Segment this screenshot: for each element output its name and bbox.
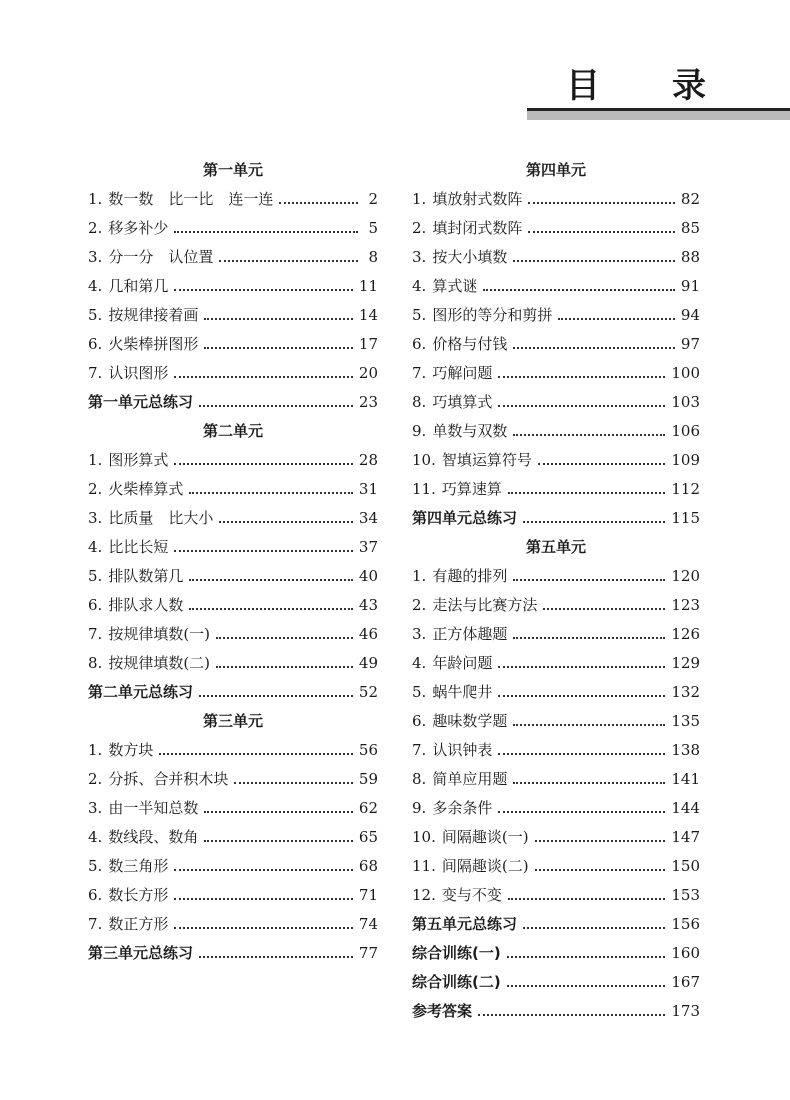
toc-summary-entry[interactable]	[88, 939, 378, 968]
entry-number: 4.	[88, 277, 103, 295]
entry-number: 3.	[88, 248, 103, 266]
toc-summary-entry[interactable]	[88, 388, 378, 417]
toc-entry[interactable]	[88, 562, 378, 591]
entry-label: 第四单元总练习	[412, 509, 518, 527]
toc-entry[interactable]	[88, 591, 378, 620]
dot-leader	[204, 840, 353, 842]
toc-entry[interactable]	[412, 649, 700, 678]
dot-leader	[513, 434, 665, 436]
dot-leader	[174, 898, 353, 900]
toc-summary-entry[interactable]	[412, 997, 700, 1026]
entry-number: 4.	[412, 654, 427, 672]
entry-label: 蜗牛爬井	[432, 683, 493, 701]
dot-leader	[513, 347, 675, 349]
entry-number: 12.	[412, 886, 436, 904]
dot-leader	[478, 1014, 665, 1016]
entry-label: 排队求人数	[108, 596, 184, 614]
entry-number: 2.	[412, 596, 427, 614]
entry-label: 比质量 比大小	[108, 509, 214, 527]
toc-entry[interactable]	[88, 330, 378, 359]
dot-leader	[199, 695, 353, 697]
toc-entry[interactable]	[412, 417, 700, 446]
entry-page-number: 71	[358, 886, 378, 904]
dot-leader	[523, 927, 665, 929]
toc-entry[interactable]	[88, 359, 378, 388]
dot-leader	[507, 956, 666, 958]
toc-entry[interactable]	[88, 533, 378, 562]
entry-page-number: 40	[358, 567, 378, 585]
dot-leader	[523, 521, 665, 523]
entry-number: 6.	[88, 335, 103, 353]
unit-heading: 第二单元	[202, 422, 263, 440]
entry-page-number: 129	[671, 654, 700, 672]
entry-label: 趣味数学题	[432, 712, 508, 730]
toc-entry[interactable]	[412, 330, 700, 359]
entry-label: 数一数 比一比 连一连	[108, 190, 274, 208]
dot-leader	[498, 405, 665, 407]
toc-entry[interactable]	[412, 562, 700, 591]
entry-label: 数正方形	[108, 915, 169, 933]
entry-number: 8.	[412, 770, 427, 788]
entry-label: 综合训练(二)	[412, 973, 501, 991]
entry-page-number: 123	[671, 596, 700, 614]
entry-label: 巧算速算	[441, 480, 502, 498]
entry-page-number: 150	[671, 857, 700, 875]
entry-label: 排队数第几	[108, 567, 184, 585]
entry-label: 参考答案	[412, 1002, 473, 1020]
entry-number: 6.	[88, 886, 103, 904]
dot-leader	[174, 376, 353, 378]
entry-page-number: 141	[671, 770, 700, 788]
entry-page-number: 37	[358, 538, 378, 556]
entry-page-number: 100	[671, 364, 700, 382]
toc-entry[interactable]	[412, 359, 700, 388]
toc-entry[interactable]	[412, 620, 700, 649]
entry-number: 2.	[88, 480, 103, 498]
entry-page-number: 23	[358, 393, 378, 411]
entry-label: 年龄问题	[432, 654, 493, 672]
entry-label: 巧解问题	[432, 364, 493, 382]
dot-leader	[189, 608, 353, 610]
dot-leader	[528, 231, 675, 233]
dot-leader	[219, 260, 358, 262]
entry-label: 单数与双数	[432, 422, 508, 440]
toc-entry[interactable]	[88, 881, 378, 910]
entry-page-number: 144	[671, 799, 700, 817]
entry-number: 1.	[88, 451, 103, 469]
entry-page-number: 20	[358, 364, 378, 382]
toc-entry[interactable]	[412, 765, 700, 794]
entry-page-number: 132	[671, 683, 700, 701]
toc-entry[interactable]	[88, 272, 378, 301]
entry-page-number: 8	[368, 248, 378, 266]
entry-page-number: 82	[680, 190, 700, 208]
dot-leader	[507, 985, 666, 987]
entry-page-number: 160	[671, 944, 700, 962]
entry-number: 3.	[412, 248, 427, 266]
entry-page-number: 5	[368, 219, 378, 237]
entry-page-number: 138	[671, 741, 700, 759]
dot-leader	[483, 289, 675, 291]
entry-number: 4.	[412, 277, 427, 295]
entry-label: 火柴棒算式	[108, 480, 184, 498]
dot-leader	[174, 927, 353, 929]
dot-leader	[508, 898, 665, 900]
entry-number: 7.	[88, 625, 103, 643]
entry-label: 图形的等分和剪拼	[432, 306, 553, 324]
dot-leader	[535, 869, 666, 871]
entry-number: 9.	[412, 799, 427, 817]
entry-label: 间隔趣谈(二)	[441, 857, 529, 875]
entry-number: 10.	[412, 828, 436, 846]
entry-label: 综合训练(一)	[412, 944, 501, 962]
entry-label: 按规律接着画	[108, 306, 199, 324]
dot-leader	[498, 811, 665, 813]
entry-page-number: 34	[358, 509, 378, 527]
toc-entry[interactable]	[412, 185, 700, 214]
entry-page-number: 115	[671, 509, 700, 527]
toc-entry[interactable]	[412, 881, 700, 910]
entry-page-number: 77	[358, 944, 378, 962]
entry-page-number: 74	[358, 915, 378, 933]
toc-entry[interactable]	[88, 765, 378, 794]
toc-entry[interactable]	[412, 272, 700, 301]
entry-page-number: 2	[368, 190, 378, 208]
entry-page-number: 106	[671, 422, 700, 440]
toc-entry[interactable]	[412, 446, 700, 475]
title-char-2: 录	[672, 66, 706, 106]
entry-page-number: 56	[358, 741, 378, 759]
dot-leader	[543, 608, 665, 610]
entry-page-number: 52	[358, 683, 378, 701]
dot-leader	[535, 840, 666, 842]
entry-number: 1.	[412, 190, 427, 208]
entry-page-number: 14	[358, 306, 378, 324]
entry-label: 有趣的排列	[432, 567, 508, 585]
dot-leader	[199, 956, 353, 958]
entry-number: 1.	[88, 741, 103, 759]
dot-leader	[199, 405, 353, 407]
entry-label: 按大小填数	[432, 248, 508, 266]
entry-label: 比比长短	[108, 538, 169, 556]
dot-leader	[174, 231, 358, 233]
entry-page-number: 68	[358, 857, 378, 875]
toc-entry[interactable]	[412, 852, 700, 881]
entry-label: 移多补少	[108, 219, 169, 237]
dot-leader	[219, 521, 353, 523]
entry-number: 4.	[88, 538, 103, 556]
toc-entry[interactable]	[88, 301, 378, 330]
entry-page-number: 62	[358, 799, 378, 817]
entry-page-number: 153	[671, 886, 700, 904]
toc-summary-entry[interactable]	[88, 678, 378, 707]
entry-label: 数方块	[108, 741, 154, 759]
toc-entry[interactable]	[88, 910, 378, 939]
entry-page-number: 103	[671, 393, 700, 411]
toc-entry[interactable]	[88, 649, 378, 678]
dot-leader	[174, 289, 353, 291]
entry-number: 11.	[412, 480, 436, 498]
dot-leader	[159, 753, 353, 755]
entry-number: 6.	[88, 596, 103, 614]
entry-page-number: 173	[671, 1002, 700, 1020]
entry-number: 2.	[88, 770, 103, 788]
entry-number: 3.	[412, 625, 427, 643]
entry-page-number: 91	[680, 277, 700, 295]
entry-label: 数三角形	[108, 857, 169, 875]
dot-leader	[513, 579, 665, 581]
entry-page-number: 46	[358, 625, 378, 643]
toc-entry[interactable]	[412, 736, 700, 765]
entry-page-number: 112	[671, 480, 700, 498]
title-shadow-bar	[527, 111, 790, 120]
toc-entry[interactable]	[88, 736, 378, 765]
entry-page-number: 97	[680, 335, 700, 353]
entry-number: 5.	[88, 567, 103, 585]
toc-entry[interactable]	[412, 214, 700, 243]
toc-summary-entry[interactable]	[412, 968, 700, 997]
entry-number: 8.	[412, 393, 427, 411]
dot-leader	[189, 579, 353, 581]
toc-entry[interactable]	[88, 852, 378, 881]
entry-label: 认识钟表	[432, 741, 493, 759]
entry-label: 价格与付钱	[432, 335, 508, 353]
dot-leader	[204, 318, 353, 320]
dot-leader	[174, 550, 353, 552]
dot-leader	[204, 347, 353, 349]
entry-label: 按规律填数(一)	[108, 625, 211, 643]
entry-number: 4.	[88, 828, 103, 846]
title-char-1: 目	[566, 66, 600, 106]
dot-leader	[204, 811, 353, 813]
entry-number: 2.	[412, 219, 427, 237]
toc-summary-entry[interactable]	[412, 939, 700, 968]
dot-leader	[216, 666, 353, 668]
entry-page-number: 31	[358, 480, 378, 498]
dot-leader	[528, 202, 675, 204]
entry-page-number: 135	[671, 712, 700, 730]
toc-entry[interactable]	[88, 475, 378, 504]
entry-label: 第二单元总练习	[88, 683, 194, 701]
entry-label: 正方体趣题	[432, 625, 508, 643]
unit-heading: 第四单元	[525, 161, 586, 179]
unit-heading: 第一单元	[202, 161, 263, 179]
entry-label: 算式谜	[432, 277, 478, 295]
entry-label: 几和第几	[108, 277, 169, 295]
toc-entry[interactable]	[412, 823, 700, 852]
unit-heading: 第三单元	[202, 712, 263, 730]
entry-label: 分一分 认位置	[108, 248, 214, 266]
toc-entry[interactable]	[88, 214, 378, 243]
toc-entry[interactable]	[88, 185, 378, 214]
entry-label: 第三单元总练习	[88, 944, 194, 962]
toc-entry[interactable]	[412, 301, 700, 330]
dot-leader	[513, 782, 665, 784]
entry-number: 11.	[412, 857, 436, 875]
entry-label: 简单应用题	[432, 770, 508, 788]
entry-number: 5.	[412, 306, 427, 324]
entry-label: 智填运算符号	[441, 451, 532, 469]
entry-number: 7.	[88, 915, 103, 933]
dot-leader	[498, 753, 665, 755]
dot-leader	[189, 492, 353, 494]
entry-page-number: 120	[671, 567, 700, 585]
entry-label: 分拆、合并积木块	[108, 770, 229, 788]
dot-leader	[216, 637, 353, 639]
dot-leader	[174, 463, 353, 465]
entry-page-number: 43	[358, 596, 378, 614]
toc-entry[interactable]	[88, 794, 378, 823]
entry-page-number: 94	[680, 306, 700, 324]
entry-number: 5.	[412, 683, 427, 701]
entry-page-number: 126	[671, 625, 700, 643]
toc-entry[interactable]	[412, 388, 700, 417]
entry-label: 数长方形	[108, 886, 169, 904]
entry-number: 10.	[412, 451, 436, 469]
entry-page-number: 59	[358, 770, 378, 788]
entry-number: 5.	[88, 857, 103, 875]
page-title	[566, 64, 706, 108]
toc-entry[interactable]	[88, 823, 378, 852]
entry-label: 由一半知总数	[108, 799, 199, 817]
entry-page-number: 147	[671, 828, 700, 846]
toc-entry[interactable]	[88, 243, 378, 272]
unit-heading: 第五单元	[525, 538, 586, 556]
entry-page-number: 156	[671, 915, 700, 933]
dot-leader	[538, 463, 665, 465]
toc-entry[interactable]	[412, 794, 700, 823]
entry-number: 7.	[412, 741, 427, 759]
entry-label: 认识图形	[108, 364, 169, 382]
entry-label: 数线段、数角	[108, 828, 199, 846]
toc-left-column	[88, 156, 378, 968]
toc-summary-entry[interactable]	[412, 910, 700, 939]
entry-number: 7.	[412, 364, 427, 382]
dot-leader	[498, 666, 665, 668]
dot-leader	[234, 782, 353, 784]
entry-page-number: 85	[680, 219, 700, 237]
entry-label: 第五单元总练习	[412, 915, 518, 933]
entry-number: 1.	[88, 190, 103, 208]
entry-label: 第一单元总练习	[88, 393, 194, 411]
entry-label: 填放射式数阵	[432, 190, 523, 208]
entry-number: 3.	[88, 799, 103, 817]
toc-right-column	[412, 156, 700, 1026]
entry-number: 7.	[88, 364, 103, 382]
entry-label: 火柴棒拼图形	[108, 335, 199, 353]
entry-number: 2.	[88, 219, 103, 237]
dot-leader	[513, 260, 675, 262]
entry-label: 填封闭式数阵	[432, 219, 523, 237]
dot-leader	[498, 695, 665, 697]
entry-page-number: 11	[358, 277, 378, 295]
entry-number: 8.	[88, 654, 103, 672]
entry-page-number: 28	[358, 451, 378, 469]
entry-page-number: 109	[671, 451, 700, 469]
toc-entry[interactable]	[88, 504, 378, 533]
dot-leader	[513, 637, 665, 639]
toc-entry[interactable]	[412, 678, 700, 707]
toc-entry[interactable]	[412, 591, 700, 620]
dot-leader	[508, 492, 665, 494]
entry-label: 按规律填数(二)	[108, 654, 211, 672]
entry-page-number: 65	[358, 828, 378, 846]
entry-label: 间隔趣谈(一)	[441, 828, 529, 846]
toc-entry[interactable]	[88, 620, 378, 649]
entry-page-number: 17	[358, 335, 378, 353]
entry-number: 5.	[88, 306, 103, 324]
dot-leader	[513, 724, 665, 726]
entry-number: 1.	[412, 567, 427, 585]
entry-number: 6.	[412, 335, 427, 353]
dot-leader	[558, 318, 675, 320]
entry-label: 图形算式	[108, 451, 169, 469]
entry-label: 多余条件	[432, 799, 493, 817]
dot-leader	[498, 376, 665, 378]
entry-number: 3.	[88, 509, 103, 527]
entry-page-number: 88	[680, 248, 700, 266]
entry-label: 巧填算式	[432, 393, 493, 411]
entry-label: 变与不变	[441, 886, 502, 904]
toc-entry[interactable]	[88, 446, 378, 475]
entry-page-number: 167	[671, 973, 700, 991]
entry-number: 6.	[412, 712, 427, 730]
toc-entry[interactable]	[412, 707, 700, 736]
entry-label: 走法与比赛方法	[432, 596, 538, 614]
dot-leader	[279, 202, 358, 204]
entry-number: 9.	[412, 422, 427, 440]
toc-entry[interactable]	[412, 475, 700, 504]
entry-page-number: 49	[358, 654, 378, 672]
toc-entry[interactable]	[412, 243, 700, 272]
toc-summary-entry[interactable]	[412, 504, 700, 533]
dot-leader	[174, 869, 353, 871]
